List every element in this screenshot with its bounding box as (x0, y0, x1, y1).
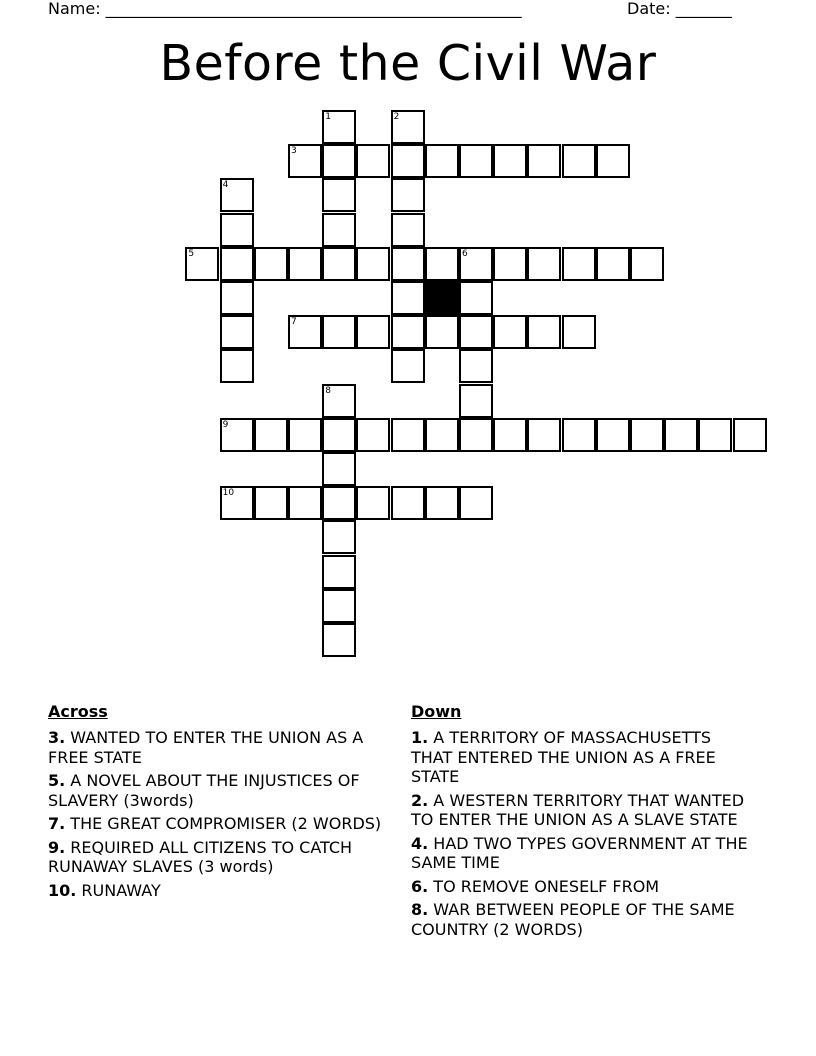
grid-cell[interactable] (254, 486, 288, 520)
grid-cell[interactable] (391, 213, 425, 247)
clue-number: 5 (188, 248, 195, 259)
clue-text: A TERRITORY OF MASSACHUSETTS THAT ENTERED THE UNION AS A FREE STATE (411, 728, 716, 786)
grid-cell[interactable] (322, 520, 356, 554)
name-field[interactable]: Name: ____________________________________________________ (48, 0, 522, 18)
grid-cell[interactable] (391, 418, 425, 452)
grid-cell[interactable] (288, 247, 322, 281)
grid-cell[interactable] (322, 418, 356, 452)
clue-number: 4 (222, 180, 229, 191)
down-heading: Down (411, 702, 462, 721)
grid-cell[interactable] (562, 247, 596, 281)
grid-cell[interactable] (459, 384, 493, 418)
clue-number: 6 (462, 248, 468, 259)
grid-cell[interactable] (322, 315, 356, 349)
page-title: Before the Civil War (159, 35, 657, 92)
clue-number: 1. (411, 728, 429, 747)
grid-cell[interactable] (391, 178, 425, 212)
grid-cell[interactable] (322, 486, 356, 520)
clue-number: 4. (411, 833, 429, 853)
grid-cell[interactable] (459, 281, 493, 315)
down-clue-list (411, 728, 751, 939)
clue-text: TO REMOVE ONESELF FROM (428, 876, 660, 896)
grid-cell[interactable] (459, 486, 493, 520)
grid-cell[interactable] (698, 418, 732, 452)
grid-cell[interactable] (254, 418, 288, 452)
grid-cell[interactable] (493, 418, 527, 452)
grid-cell[interactable] (562, 315, 596, 349)
grid-cell[interactable] (391, 349, 425, 383)
grid-cell[interactable] (185, 247, 219, 281)
grid-cell[interactable] (322, 247, 356, 281)
grid-cell[interactable] (596, 144, 630, 178)
grid-cell[interactable] (220, 486, 254, 520)
grid-cell[interactable] (664, 418, 698, 452)
across-clues (48, 702, 388, 904)
clue-number: 3 (291, 146, 297, 157)
grid-cell[interactable] (425, 486, 459, 520)
down-clue (411, 728, 751, 787)
clue-number: 10 (222, 488, 235, 499)
across-clue (48, 728, 388, 767)
grid-cell[interactable] (322, 589, 356, 623)
clue-text: A NOVEL ABOUT THE INJUSTICES OF SLAVERY (3words) (48, 771, 360, 810)
clue-number: 5. (48, 771, 66, 790)
grid-cell[interactable] (288, 315, 322, 349)
grid-cell[interactable] (322, 213, 356, 247)
grid-cell[interactable] (220, 281, 254, 315)
grid-cell[interactable] (527, 247, 561, 281)
grid-cell[interactable] (596, 418, 630, 452)
grid-cell[interactable] (459, 247, 493, 281)
grid-cell[interactable] (527, 315, 561, 349)
down-clue (411, 877, 751, 897)
clue-number: 8 (325, 385, 331, 396)
grid-cell[interactable] (596, 247, 630, 281)
clue-number: 10. (48, 880, 77, 900)
grid-cell[interactable] (322, 452, 356, 486)
grid-cell[interactable] (356, 486, 390, 520)
across-clue (48, 838, 388, 877)
clue-text: WAR BETWEEN PEOPLE OF THE SAME COUNTRY (2 WORDS) (411, 900, 735, 939)
clue-text: WANTED TO ENTER THE UNION AS A FREE STATE (48, 728, 364, 767)
clue-text: REQUIRED ALL CITIZENS TO CATCH RUNAWAY SLAVES (3 words) (48, 837, 353, 876)
grid-cell[interactable] (562, 418, 596, 452)
grid-cell[interactable] (630, 247, 664, 281)
grid-cell[interactable] (425, 315, 459, 349)
grid-cell[interactable] (630, 418, 664, 452)
grid-cell[interactable] (493, 144, 527, 178)
down-clue (411, 834, 751, 873)
grid-cell[interactable] (322, 178, 356, 212)
grid-cell[interactable] (493, 315, 527, 349)
grid-cell[interactable] (527, 144, 561, 178)
clue-number: 2. (411, 790, 429, 810)
grid-cell[interactable] (733, 418, 767, 452)
across-clue (48, 771, 388, 810)
grid-cell[interactable] (391, 144, 425, 178)
grid-cell[interactable] (254, 247, 288, 281)
grid-cell[interactable] (391, 281, 425, 315)
clue-text: RUNAWAY (76, 880, 161, 900)
grid-cell[interactable] (459, 315, 493, 349)
grid-cell[interactable] (425, 418, 459, 452)
clue-text: HAD TWO TYPES GOVERNMENT AT THE SAME TIME (411, 833, 748, 872)
grid-cell[interactable] (220, 213, 254, 247)
grid-cell[interactable] (322, 384, 356, 418)
clue-number: 9. (48, 837, 66, 857)
across-heading: Across (48, 702, 108, 721)
grid-cell[interactable] (220, 178, 254, 212)
clue-number: 7. (48, 814, 66, 833)
clue-text: THE GREAT COMPROMISER (2 WORDS) (65, 814, 382, 833)
grid-cell[interactable] (459, 144, 493, 178)
grid-cell[interactable] (288, 144, 322, 178)
black-cell (425, 281, 459, 315)
grid-cell[interactable] (391, 110, 425, 144)
grid-cell[interactable] (220, 247, 254, 281)
across-clue (48, 881, 388, 901)
grid-cell[interactable] (459, 349, 493, 383)
clue-number: 6. (411, 876, 429, 896)
clue-number: 8. (411, 900, 429, 919)
grid-cell[interactable] (356, 418, 390, 452)
grid-cell[interactable] (322, 110, 356, 144)
down-clues (411, 702, 751, 943)
grid-cell[interactable] (288, 418, 322, 452)
clue-number: 7 (291, 317, 297, 328)
grid-cell[interactable] (288, 486, 322, 520)
clue-number: 2 (393, 112, 400, 122)
down-clue (411, 900, 751, 939)
across-clue-list (48, 728, 388, 900)
clue-number: 3. (48, 728, 66, 747)
grid-cell[interactable] (562, 144, 596, 178)
grid-cell[interactable] (356, 144, 390, 178)
down-clue (411, 791, 751, 830)
date-field[interactable]: Date: _______ (627, 0, 732, 18)
grid-cell[interactable] (220, 418, 254, 452)
clue-text: A WESTERN TERRITORY THAT WANTED TO ENTER THE UNION AS A SLAVE STATE (411, 790, 745, 829)
clue-number: 1 (325, 112, 331, 122)
clue-number: 9 (222, 419, 229, 430)
grid-cell[interactable] (356, 315, 390, 349)
grid-cell[interactable] (527, 418, 561, 452)
grid-cell[interactable] (322, 623, 356, 657)
grid-cell[interactable] (220, 315, 254, 349)
grid-cell[interactable] (425, 247, 459, 281)
grid-cell[interactable] (391, 486, 425, 520)
across-clue (48, 814, 388, 834)
grid-cell[interactable] (220, 349, 254, 383)
grid-cell[interactable] (322, 555, 356, 589)
grid-cell[interactable] (459, 418, 493, 452)
grid-cell[interactable] (322, 144, 356, 178)
grid-cell[interactable] (391, 247, 425, 281)
grid-cell[interactable] (493, 247, 527, 281)
grid-cell[interactable] (391, 315, 425, 349)
grid-cell[interactable] (425, 144, 459, 178)
grid-cell[interactable] (356, 247, 390, 281)
